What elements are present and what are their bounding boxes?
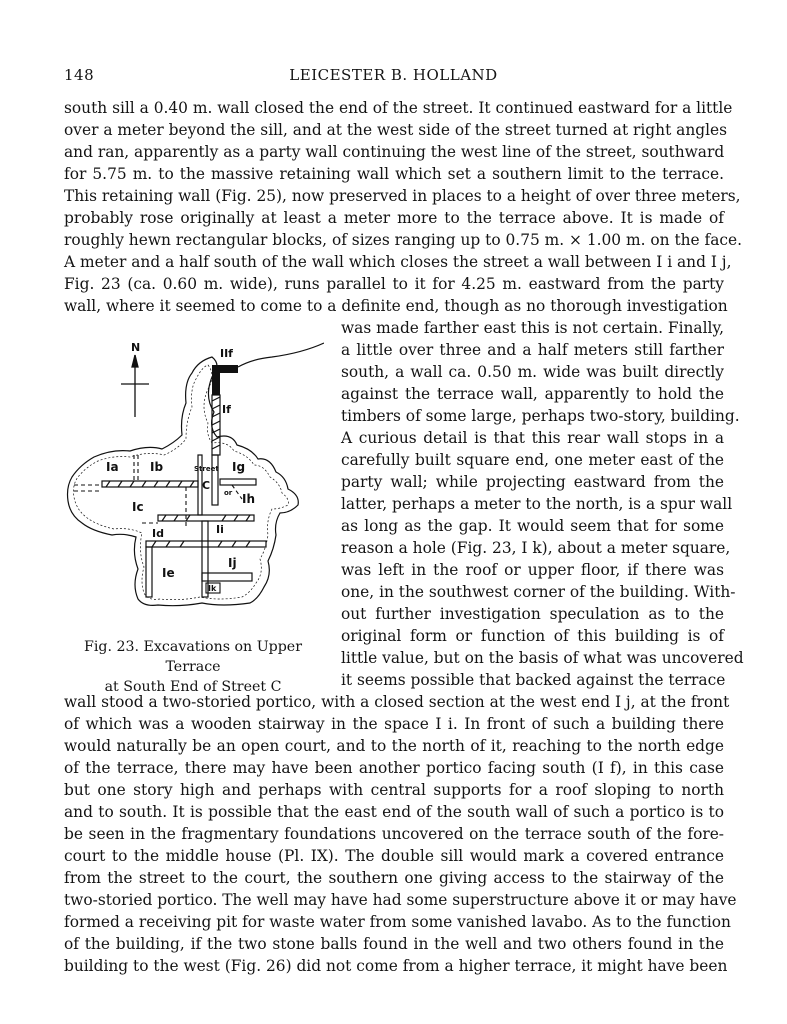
text-line: from the street to the court, the southern one giving access to the stairway of the [64, 869, 724, 887]
label-If-top: IIf [220, 347, 233, 360]
text-line: would naturally be an open court, and to the north of it, reaching to the north edge [64, 737, 724, 755]
label-Ia: Ia [106, 460, 119, 474]
text-line: timbers of some large, perhaps two-story, building. [341, 407, 740, 425]
text-line: and ran, apparently as a party wall continuing the west line of the street, southward [64, 143, 725, 161]
label-Id: Id [152, 527, 164, 540]
text-line: was left in the roof or upper floor, if there was [341, 561, 724, 579]
page-number: 148 [64, 66, 95, 84]
label-Ii: Ii [216, 523, 224, 536]
text-line: one, in the southwest corner of the building. With- [341, 583, 736, 601]
text-line: building to the west (Fig. 26) did not come from a higher terrace, it might have been [64, 957, 728, 975]
text-line: south sill a 0.40 m. wall closed the end of the street. It continued eastward for a little [64, 99, 733, 117]
text-line: This retaining wall (Fig. 25), now preserved in places to a height of over three meters, [64, 187, 741, 205]
text-line: A curious detail is that this rear wall stops in a [341, 429, 724, 447]
street-walls [198, 395, 220, 515]
text-line: over a meter beyond the sill, and at the west side of the street turned at right angles [64, 121, 728, 139]
text-line: out further investigation speculation as to the [341, 605, 724, 623]
text-line: and to south. It is possible that the east end of the south wall of such a portico is to [64, 803, 724, 821]
text-line: wall, where it seemed to come to a definite end, though as no thorough investigation [64, 297, 728, 315]
text-line: reason a hole (Fig. 23, I k), about a meter square, [341, 539, 731, 557]
text-line: be seen in the fragmentary foundations uncovered on the terrace south of the fore- [64, 825, 724, 843]
wall-If-black [212, 365, 238, 395]
label-small: or [224, 489, 233, 497]
label-Ik: Ik [208, 584, 217, 593]
text-line: as long as the gap. It would seem that for some [341, 517, 724, 535]
label-Ie: Ie [162, 566, 175, 580]
label-C: C [202, 479, 211, 492]
label-Ih: Ih [242, 492, 256, 506]
text-line: it seems possible that backed against the terrace [341, 671, 726, 689]
text-line: Fig. 23 (ca. 0.60 m. wide), runs parallel to it for 4.25 m. eastward from the party [64, 275, 724, 293]
label-street: Street [194, 465, 219, 473]
text-line: of which was a wooden stairway in the space I i. In front of such a building there [64, 715, 724, 733]
label-Ij: Ij [228, 556, 237, 570]
text-line: A meter and a half south of the wall which closes the street a wall between I i and I j, [64, 253, 732, 271]
text-line: a little over three and a half meters still farther [341, 341, 724, 359]
wall-If-line [238, 343, 324, 367]
text-line: for 5.75 m. to the massive retaining wall which set a southern limit to the terrace. [64, 165, 724, 183]
excavation-plan-drawing [62, 337, 324, 627]
text-line: formed a receiving pit for waste water from some vanished lavabo. As to the function [64, 913, 731, 931]
excavation-plan-figure [62, 337, 324, 627]
text-line: two-storied portico. The well may have had some superstructure above it or may have [64, 891, 737, 909]
text-line: of the terrace, there may have been another portico facing south (I f), in this case [64, 759, 724, 777]
figure-caption [62, 637, 324, 697]
caption-line: Fig. 23. Excavations on Upper Terrace [84, 639, 302, 675]
text-line: roughly hewn rectangular blocks, of sizes ranging up to 0.75 m. × 1.00 m. on the face. [64, 231, 743, 249]
text-line: carefully built square end, one meter east of the [341, 451, 724, 469]
text-line: original form or function of this building is of [341, 627, 724, 645]
text-line: court to the middle house (Pl. IX). The double sill would mark a covered entrance [64, 847, 724, 865]
text-line: little value, but on the basis of what was uncovered [341, 649, 744, 667]
running-title: LEICESTER B. HOLLAND [289, 66, 498, 84]
text-line: south, a wall ca. 0.50 m. wide was built directly [341, 363, 724, 381]
text-line: probably rose originally at least a meter more to the terrace above. It is made of [64, 209, 724, 227]
text-line: wall stood a two-storied portico, with a closed section at the west end I j, at the front [64, 693, 730, 711]
label-If-side: If [222, 403, 231, 416]
label-Ib: Ib [150, 460, 164, 474]
label-Ic: Ic [132, 500, 144, 514]
text-line: latter, perhaps a meter to the north, is a spur wall [341, 495, 733, 513]
text-line: party wall; while projecting eastward from the [341, 473, 724, 491]
text-line: against the terrace wall, apparently to hold the [341, 385, 724, 403]
label-Ig: Ig [232, 460, 246, 474]
text-line: was made farther east this is not certain. Finally, [341, 319, 724, 337]
north-label: N [131, 341, 141, 354]
text-line: but one story high and perhaps with central supports for a roof sloping to north [64, 781, 724, 799]
north-arrow-icon [121, 355, 149, 417]
caption-line: at South End of Street C [104, 679, 282, 695]
text-line: of the building, if the two stone balls found in the well and two others found in the [64, 935, 724, 953]
